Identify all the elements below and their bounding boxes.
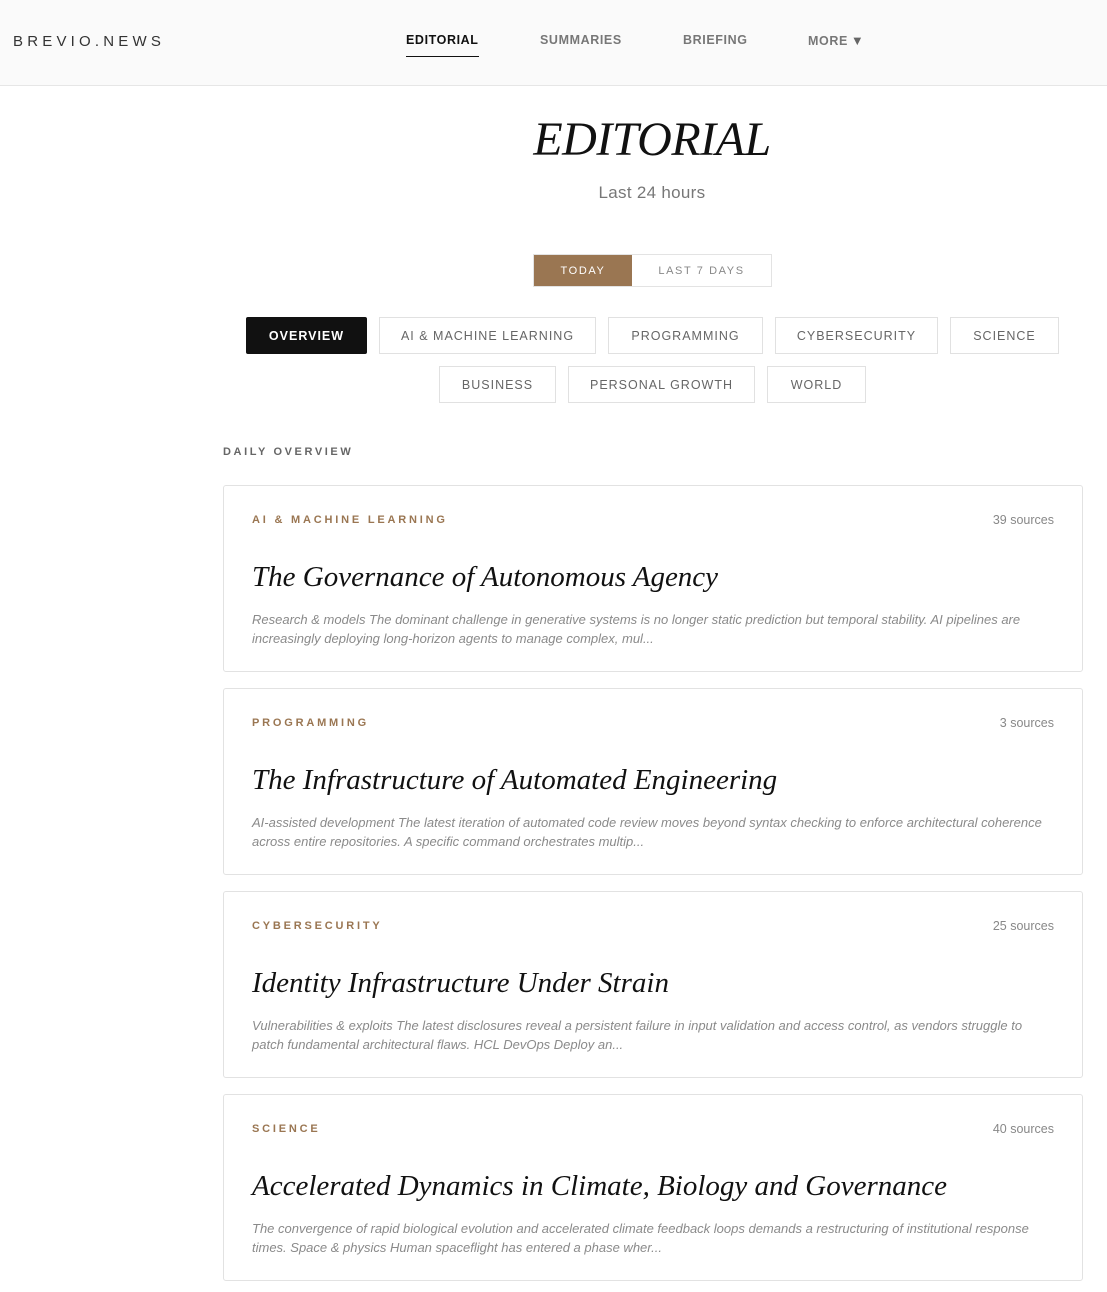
card-title[interactable]: The Infrastructure of Automated Engineering bbox=[252, 764, 778, 796]
card-summary: AI-assisted development The latest iteration of automated code review moves beyond syntax checking to enforce architectural coherence across entire repositories. A specific command orchestrates multip... bbox=[252, 815, 1042, 849]
chip-ai-machine-learning[interactable]: AI & MACHINE LEARNING bbox=[379, 317, 596, 354]
chip-overview[interactable]: OVERVIEW bbox=[246, 317, 367, 354]
card-summary: Research & models The dominant challenge in generative systems is no longer static prediction but temporal stability. AI pipelines are increasingly deploying long-horizon agents to manage complex, mul... bbox=[252, 612, 1021, 646]
card-sources: 40 sources bbox=[992, 1122, 1054, 1136]
article-card[interactable] bbox=[223, 688, 1083, 875]
article-card[interactable] bbox=[223, 891, 1083, 1078]
card-sources: 25 sources bbox=[992, 919, 1054, 933]
card-sources: 39 sources bbox=[992, 513, 1054, 527]
page-subtitle: Last 24 hours bbox=[598, 183, 706, 202]
card-title[interactable]: Accelerated Dynamics in Climate, Biology and Governance bbox=[252, 1170, 947, 1202]
chip-science[interactable]: SCIENCE bbox=[950, 317, 1059, 354]
caret-down-icon: ▼ bbox=[850, 33, 865, 48]
card-summary: Vulnerabilities & exploits The latest disclosures reveal a persistent failure in input validation and access control, as vendors struggle to patch fundamental architectural flaws. HCL DevOps Deploy an... bbox=[252, 1018, 1023, 1052]
nav-briefing[interactable]: BRIEFING bbox=[683, 33, 748, 47]
page-title: EDITORIAL bbox=[533, 113, 771, 166]
nav-more-label: MORE bbox=[808, 34, 848, 48]
nav-editorial[interactable]: EDITORIAL bbox=[406, 33, 479, 57]
card-summary: The convergence of rapid biological evolution and accelerated climate feedback loops demands a restructuring of institutional response times. Space & physics Human spaceflight has entered a phase wher... bbox=[252, 1221, 1029, 1255]
card-title[interactable]: Identity Infrastructure Under Strain bbox=[252, 967, 669, 999]
card-sources: 3 sources bbox=[999, 716, 1054, 730]
site-logo[interactable]: BREVIO.NEWS bbox=[13, 33, 166, 50]
toggle-last-7-days[interactable]: LAST 7 DAYS bbox=[658, 264, 745, 277]
card-category: SCIENCE bbox=[252, 1123, 321, 1135]
chip-business[interactable]: BUSINESS bbox=[439, 366, 556, 403]
chip-world[interactable]: WORLD bbox=[767, 366, 866, 403]
nav-more[interactable] bbox=[808, 33, 864, 57]
section-label: DAILY OVERVIEW bbox=[223, 446, 354, 458]
card-title[interactable]: The Governance of Autonomous Agency bbox=[252, 561, 719, 593]
chip-personal-growth[interactable]: PERSONAL GROWTH bbox=[568, 366, 755, 403]
card-category: AI & MACHINE LEARNING bbox=[252, 514, 448, 526]
top-navigation-bar bbox=[0, 0, 1107, 86]
main-nav bbox=[0, 33, 1107, 63]
chip-cybersecurity[interactable]: CYBERSECURITY bbox=[775, 317, 938, 354]
card-category: PROGRAMMING bbox=[252, 717, 369, 729]
period-toggle bbox=[533, 254, 772, 287]
toggle-today[interactable]: TODAY bbox=[534, 255, 632, 286]
card-category: CYBERSECURITY bbox=[252, 920, 383, 932]
chip-programming[interactable]: PROGRAMMING bbox=[608, 317, 763, 354]
article-card[interactable] bbox=[223, 1094, 1083, 1281]
article-card[interactable] bbox=[223, 485, 1083, 672]
nav-summaries[interactable]: SUMMARIES bbox=[540, 33, 622, 47]
